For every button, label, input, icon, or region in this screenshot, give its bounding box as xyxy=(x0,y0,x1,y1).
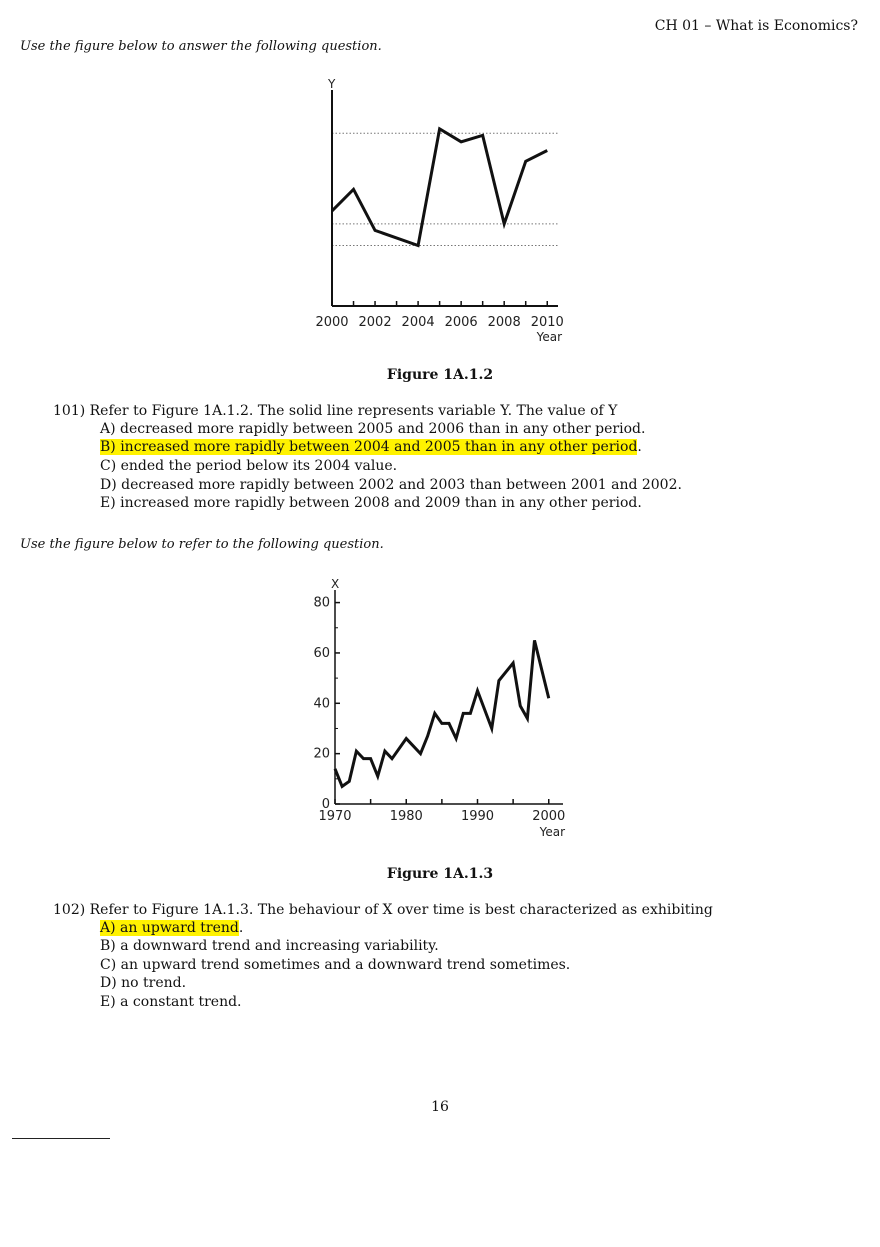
q101-option-d: D) decreased more rapidly between 2002 and 2003 than between 2001 and 2002. xyxy=(100,477,682,493)
x-tick-label-2006: 2006 xyxy=(444,315,478,330)
q102-option-d: D) no trend. xyxy=(100,975,187,991)
reference-lines xyxy=(332,133,558,245)
q101-option-b: B) increased more rapidly between 2004 and 2005 than in any other period. xyxy=(100,439,642,455)
x-tick-label-2002: 2002 xyxy=(358,315,392,330)
x-tick-labels xyxy=(315,315,563,330)
y-tick-labels xyxy=(313,596,330,812)
instruction-102: Use the figure below to refer to the following question. xyxy=(20,537,384,552)
question-102-stem: 102) Refer to Figure 1A.1.3. The behaviour of X over time is best characterized as exhibiting xyxy=(53,902,713,918)
y-tick-label-0: 0 xyxy=(321,797,330,812)
question-101-stem: 101) Refer to Figure 1A.1.2. The solid line represents variable Y. The value of Y xyxy=(53,403,618,419)
y-tick-label-60: 60 xyxy=(313,645,330,661)
x-tick-label-2004: 2004 xyxy=(401,315,435,330)
y-series-line xyxy=(332,129,547,246)
x-tick-label-2008: 2008 xyxy=(487,315,521,330)
page-number: 16 xyxy=(431,1099,449,1115)
chapter-header: CH 01 – What is Economics? xyxy=(654,18,858,34)
x-tick-label-2000: 2000 xyxy=(532,809,566,824)
figure-1a-1-3-chart xyxy=(305,572,580,847)
instruction-101: Use the figure below to answer the following question. xyxy=(20,39,382,54)
x-series-line xyxy=(335,640,549,786)
y-tick-label-80: 80 xyxy=(313,595,330,611)
q102-option-b: B) a downward trend and increasing variability. xyxy=(100,938,439,954)
y-axis-label: X xyxy=(331,577,340,591)
x-axis-label: Year xyxy=(536,330,562,344)
figure-caption-102: Figure 1A.1.3 xyxy=(386,866,494,882)
highlighted-answer: B) increased more rapidly between 2004 and 2005 than in any other period xyxy=(100,439,638,455)
y-tick-label-20: 20 xyxy=(313,746,330,762)
q101-option-a: A) decreased more rapidly between 2005 and 2006 than in any other period. xyxy=(100,421,646,437)
x-tick-label-1970: 1970 xyxy=(318,809,352,824)
x-tick-labels xyxy=(318,809,565,824)
footnote-divider xyxy=(12,1138,110,1139)
y-axis-label: Y xyxy=(328,77,336,91)
q102-option-e: E) a constant trend. xyxy=(100,994,242,1010)
q101-option-e: E) increased more rapidly between 2008 and 2009 than in any other period. xyxy=(100,495,642,511)
figure-caption-101: Figure 1A.1.2 xyxy=(386,367,494,383)
figure-1a-1-2-chart xyxy=(300,72,580,352)
q102-option-a: A) an upward trend. xyxy=(100,920,244,936)
highlighted-answer: A) an upward trend xyxy=(100,920,239,936)
x-axis-label: Year xyxy=(539,825,565,839)
x-tick-label-2000: 2000 xyxy=(315,315,349,330)
y-tick-label-40: 40 xyxy=(313,696,330,712)
q102-option-c: C) an upward trend sometimes and a downward trend sometimes. xyxy=(100,957,571,973)
x-tick-label-2010: 2010 xyxy=(530,315,564,330)
x-tick-label-1980: 1980 xyxy=(389,809,423,824)
q101-option-c: C) ended the period below its 2004 value. xyxy=(100,458,398,474)
x-tick-label-1990: 1990 xyxy=(460,809,495,824)
